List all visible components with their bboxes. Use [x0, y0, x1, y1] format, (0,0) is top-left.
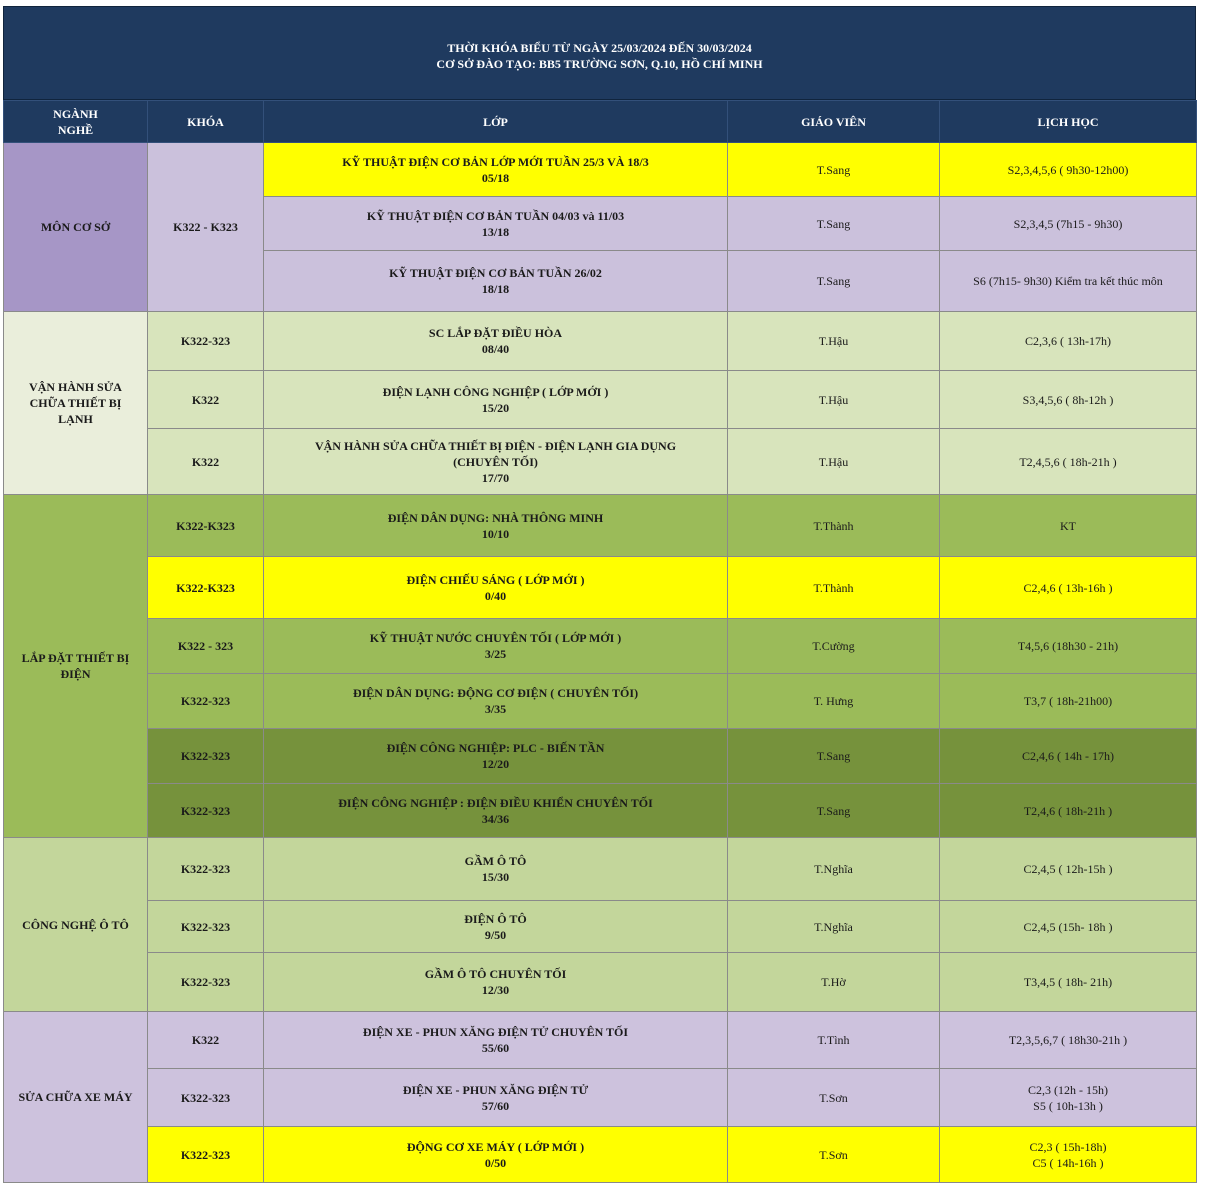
teacher-cell: T.Tình — [728, 1012, 940, 1069]
group-name: SỬA CHỮA XE MÁY — [4, 1012, 148, 1183]
schedule-cell: C2,3 ( 15h-18h) C5 ( 14h-16h ) — [940, 1127, 1197, 1183]
col-header-lop: LỚP — [264, 101, 728, 143]
col-header-lich-hoc: LỊCH HỌC — [940, 101, 1197, 143]
class-cell: KỸ THUẬT ĐIỆN CƠ BẢN LỚP MỚI TUẦN 25/3 VÀ 18/3 05/18 — [264, 143, 728, 197]
schedule-cell: S6 (7h15- 9h30) Kiểm tra kết thúc môn — [940, 251, 1197, 312]
table-row — [4, 784, 1197, 838]
teacher-cell: T.Sang — [728, 197, 940, 251]
khoa-cell: K322-323 — [148, 674, 264, 729]
class-cell: ĐIỆN XE - PHUN XĂNG ĐIỆN TỬ CHUYÊN TỐI 55/60 — [264, 1012, 728, 1069]
banner-title: THỜI KHÓA BIỂU TỪ NGÀY 25/03/2024 ĐẾN 30/03/2024 — [447, 41, 752, 55]
table-row — [4, 674, 1197, 729]
khoa-cell: K322-323 — [148, 784, 264, 838]
khoa-cell: K322-323 — [148, 1127, 264, 1183]
schedule-cell: T3,7 ( 18h-21h00) — [940, 674, 1197, 729]
teacher-cell: T.Sơn — [728, 1127, 940, 1183]
schedule-cell: T4,5,6 (18h30 - 21h) — [940, 619, 1197, 674]
table-row — [4, 429, 1197, 495]
table-row — [4, 619, 1197, 674]
table-row — [4, 1012, 1197, 1069]
class-cell: GẦM Ô TÔ CHUYÊN TỐI 12/30 — [264, 953, 728, 1012]
col-header-giao-vien: GIÁO VIÊN — [728, 101, 940, 143]
table-row — [4, 901, 1197, 953]
khoa-cell: K322-323 — [148, 953, 264, 1012]
teacher-cell: T. Hưng — [728, 674, 940, 729]
table-row — [4, 557, 1197, 619]
table-row — [4, 729, 1197, 784]
teacher-cell: T.Sang — [728, 784, 940, 838]
table-row — [4, 953, 1197, 1012]
table-row — [4, 143, 1197, 197]
timetable-table — [3, 100, 1197, 1183]
teacher-cell: T.Hờ — [728, 953, 940, 1012]
teacher-cell: T.Thành — [728, 557, 940, 619]
class-cell: ĐỘNG CƠ XE MÁY ( LỚP MỚI ) 0/50 — [264, 1127, 728, 1183]
schedule-cell: C2,4,5 (15h- 18h ) — [940, 901, 1197, 953]
table-row — [4, 312, 1197, 371]
khoa-cell: K322-323 — [148, 838, 264, 901]
table-row — [4, 838, 1197, 901]
teacher-cell: T.Thành — [728, 495, 940, 557]
class-cell: ĐIỆN CÔNG NGHIỆP : ĐIỆN ĐIỀU KHIỂN CHUYÊN TỐI 34/36 — [264, 784, 728, 838]
teacher-cell: T.Sang — [728, 143, 940, 197]
group-name: LẮP ĐẶT THIẾT BỊ ĐIỆN — [4, 495, 148, 838]
group-name: MÔN CƠ SỞ — [4, 143, 148, 312]
class-cell: KỸ THUẬT ĐIỆN CƠ BẢN TUẦN 04/03 và 11/03 13/18 — [264, 197, 728, 251]
schedule-cell: KT — [940, 495, 1197, 557]
schedule-cell: C2,4,6 ( 14h - 17h) — [940, 729, 1197, 784]
schedule-cell: T2,3,5,6,7 ( 18h30-21h ) — [940, 1012, 1197, 1069]
schedule-cell: S2,3,4,5,6 ( 9h30-12h00) — [940, 143, 1197, 197]
teacher-cell: T.Hậu — [728, 371, 940, 429]
class-cell: ĐIỆN CÔNG NGHIỆP: PLC - BIẾN TẦN 12/20 — [264, 729, 728, 784]
schedule-cell: C2,3,6 ( 13h-17h) — [940, 312, 1197, 371]
khoa-cell: K322 - K323 — [148, 143, 264, 312]
teacher-cell: T.Sang — [728, 251, 940, 312]
schedule-cell: S2,3,4,5 (7h15 - 9h30) — [940, 197, 1197, 251]
group-name: VẬN HÀNH SỬA CHỮA THIẾT BỊ LẠNH — [4, 312, 148, 495]
class-cell: ĐIỆN DÂN DỤNG: ĐỘNG CƠ ĐIỆN ( CHUYÊN TỐI) 3/35 — [264, 674, 728, 729]
col-header-khoa: KHÓA — [148, 101, 264, 143]
banner-location: CƠ SỞ ĐÀO TẠO: BB5 TRƯỜNG SƠN, Q.10, HỒ CHÍ MINH — [436, 57, 763, 71]
teacher-cell: T.Hậu — [728, 312, 940, 371]
khoa-cell: K322-K323 — [148, 495, 264, 557]
teacher-cell: T.Nghĩa — [728, 901, 940, 953]
schedule-cell: T2,4,5,6 ( 18h-21h ) — [940, 429, 1197, 495]
class-cell: SC LẮP ĐẶT ĐIỀU HÒA 08/40 — [264, 312, 728, 371]
class-cell: VẬN HÀNH SỬA CHỮA THIẾT BỊ ĐIỆN - ĐIỆN LẠNH GIA DỤNG (CHUYÊN TỐI) 17/70 — [264, 429, 728, 495]
khoa-cell: K322 — [148, 371, 264, 429]
class-cell: KỸ THUẬT ĐIỆN CƠ BẢN TUẦN 26/02 18/18 — [264, 251, 728, 312]
khoa-cell: K322-323 — [148, 901, 264, 953]
table-row — [4, 495, 1197, 557]
table-row — [4, 371, 1197, 429]
teacher-cell: T.Sang — [728, 729, 940, 784]
col-header-nganh: NGÀNH NGHỀ — [4, 101, 148, 143]
khoa-cell: K322-323 — [148, 312, 264, 371]
schedule-cell: C2,4,5 ( 12h-15h ) — [940, 838, 1197, 901]
khoa-cell: K322-K323 — [148, 557, 264, 619]
timetable-sheet — [3, 6, 1196, 1183]
group-name: CÔNG NGHỆ Ô TÔ — [4, 838, 148, 1012]
class-cell: ĐIỆN XE - PHUN XĂNG ĐIỆN TỬ 57/60 — [264, 1069, 728, 1127]
schedule-cell: T2,4,6 ( 18h-21h ) — [940, 784, 1197, 838]
class-cell: ĐIỆN Ô TÔ 9/50 — [264, 901, 728, 953]
schedule-cell: S3,4,5,6 ( 8h-12h ) — [940, 371, 1197, 429]
table-row — [4, 1127, 1197, 1183]
khoa-cell: K322 - 323 — [148, 619, 264, 674]
teacher-cell: T.Nghĩa — [728, 838, 940, 901]
schedule-cell: C2,4,6 ( 13h-16h ) — [940, 557, 1197, 619]
header-row — [4, 101, 1197, 143]
class-cell: ĐIỆN DÂN DỤNG: NHÀ THÔNG MINH 10/10 — [264, 495, 728, 557]
timetable-banner — [3, 6, 1196, 100]
khoa-cell: K322 — [148, 429, 264, 495]
class-cell: KỸ THUẬT NƯỚC CHUYÊN TỐI ( LỚP MỚI ) 3/25 — [264, 619, 728, 674]
table-row — [4, 1069, 1197, 1127]
schedule-cell: T3,4,5 ( 18h- 21h) — [940, 953, 1197, 1012]
teacher-cell: T.Hậu — [728, 429, 940, 495]
khoa-cell: K322-323 — [148, 1069, 264, 1127]
teacher-cell: T.Cường — [728, 619, 940, 674]
teacher-cell: T.Sơn — [728, 1069, 940, 1127]
khoa-cell: K322-323 — [148, 729, 264, 784]
class-cell: ĐIỆN CHIẾU SÁNG ( LỚP MỚI ) 0/40 — [264, 557, 728, 619]
class-cell: GẦM Ô TÔ 15/30 — [264, 838, 728, 901]
khoa-cell: K322 — [148, 1012, 264, 1069]
class-cell: ĐIỆN LẠNH CÔNG NGHIỆP ( LỚP MỚI ) 15/20 — [264, 371, 728, 429]
schedule-cell: C2,3 (12h - 15h) S5 ( 10h-13h ) — [940, 1069, 1197, 1127]
